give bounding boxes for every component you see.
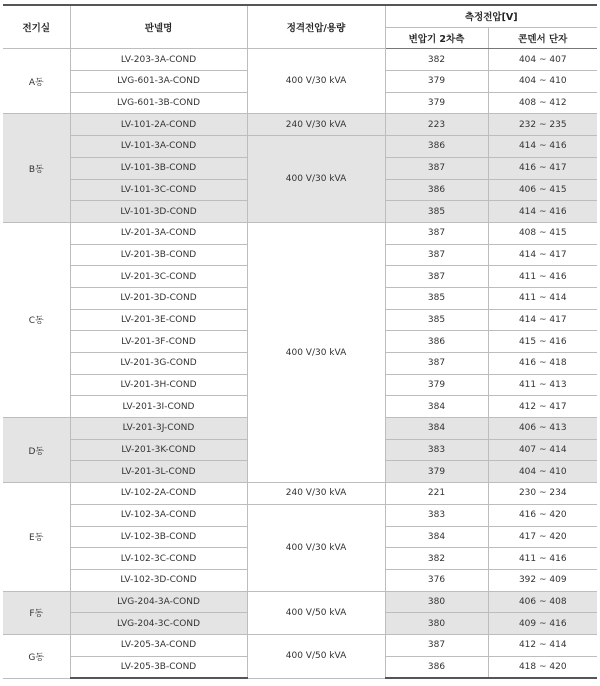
secondary-cell: 223 (385, 114, 488, 136)
panel-cell: LV-101-3B-COND (70, 157, 247, 179)
terminal-cell: 408 ~ 415 (488, 222, 597, 244)
header-secondary: 변압기 2차측 (385, 27, 488, 49)
terminal-cell: 406 ~ 413 (488, 418, 597, 440)
secondary-cell: 387 (385, 266, 488, 288)
panel-cell: LV-201-3K-COND (70, 439, 247, 461)
terminal-cell: 230 ~ 234 (488, 483, 597, 505)
secondary-cell: 380 (385, 613, 488, 635)
table-row (3, 114, 597, 136)
building-cell: F동 (3, 591, 70, 634)
panel-cell: LVG-601-3A-COND (70, 71, 247, 93)
secondary-cell: 387 (385, 353, 488, 375)
terminal-cell: 406 ~ 408 (488, 591, 597, 613)
panel-cell: LV-201-3C-COND (70, 266, 247, 288)
terminal-cell: 232 ~ 235 (488, 114, 597, 136)
table-row (3, 136, 597, 158)
terminal-cell: 414 ~ 417 (488, 309, 597, 331)
panel-cell: LV-201-3D-COND (70, 287, 247, 309)
secondary-cell: 386 (385, 136, 488, 158)
terminal-cell: 411 ~ 413 (488, 374, 597, 396)
panel-cell: LV-102-2A-COND (70, 483, 247, 505)
panel-cell: LV-201-3A-COND (70, 222, 247, 244)
rating-cell: 240 V/30 kVA (247, 114, 385, 136)
building-cell: D동 (3, 418, 70, 483)
table-row (3, 222, 597, 244)
header-rating: 정격전압/용량 (247, 5, 385, 49)
rating-cell: 400 V/30 kVA (247, 136, 385, 223)
table-row (3, 634, 597, 656)
panel-cell: LV-102-3A-COND (70, 504, 247, 526)
terminal-cell: 414 ~ 417 (488, 244, 597, 266)
terminal-cell: 411 ~ 416 (488, 266, 597, 288)
header-terminal: 콘덴서 단자 (488, 27, 597, 49)
secondary-cell: 382 (385, 548, 488, 570)
secondary-cell: 221 (385, 483, 488, 505)
secondary-cell: 379 (385, 92, 488, 114)
secondary-cell: 383 (385, 439, 488, 461)
rating-cell: 400 V/50 kVA (247, 634, 385, 678)
terminal-cell: 412 ~ 414 (488, 634, 597, 656)
terminal-cell: 415 ~ 416 (488, 331, 597, 353)
terminal-cell: 409 ~ 416 (488, 613, 597, 635)
rating-cell: 400 V/30 kVA (247, 504, 385, 591)
secondary-cell: 387 (385, 157, 488, 179)
rating-cell: 400 V/30 kVA (247, 49, 385, 114)
panel-cell: LV-102-3C-COND (70, 548, 247, 570)
secondary-cell: 385 (385, 309, 488, 331)
terminal-cell: 404 ~ 410 (488, 461, 597, 483)
terminal-cell: 392 ~ 409 (488, 569, 597, 591)
voltage-measurement-table (3, 4, 597, 679)
rating-cell: 400 V/30 kVA (247, 222, 385, 482)
building-cell: C동 (3, 222, 70, 417)
terminal-cell: 416 ~ 417 (488, 157, 597, 179)
building-cell: G동 (3, 634, 70, 678)
table-row (3, 591, 597, 613)
header-measured: 측정전압[V] (385, 5, 597, 27)
terminal-cell: 404 ~ 410 (488, 71, 597, 93)
panel-cell: LV-101-2A-COND (70, 114, 247, 136)
secondary-cell: 387 (385, 244, 488, 266)
building-cell: E동 (3, 483, 70, 591)
terminal-cell: 416 ~ 420 (488, 504, 597, 526)
panel-cell: LV-201-3L-COND (70, 461, 247, 483)
panel-cell: LV-201-3G-COND (70, 353, 247, 375)
panel-cell: LV-101-3A-COND (70, 136, 247, 158)
terminal-cell: 404 ~ 407 (488, 49, 597, 71)
terminal-cell: 416 ~ 418 (488, 353, 597, 375)
terminal-cell: 406 ~ 415 (488, 179, 597, 201)
terminal-cell: 414 ~ 416 (488, 136, 597, 158)
secondary-cell: 376 (385, 569, 488, 591)
secondary-cell: 385 (385, 201, 488, 223)
panel-cell: LV-201-3I-COND (70, 396, 247, 418)
secondary-cell: 380 (385, 591, 488, 613)
secondary-cell: 384 (385, 526, 488, 548)
building-cell: B동 (3, 114, 70, 222)
table-row (3, 49, 597, 71)
secondary-cell: 379 (385, 461, 488, 483)
terminal-cell: 418 ~ 420 (488, 656, 597, 678)
table-row (3, 504, 597, 526)
panel-cell: LV-205-3B-COND (70, 656, 247, 678)
terminal-cell: 417 ~ 420 (488, 526, 597, 548)
secondary-cell: 386 (385, 179, 488, 201)
secondary-cell: 387 (385, 634, 488, 656)
panel-cell: LV-101-3D-COND (70, 201, 247, 223)
terminal-cell: 411 ~ 416 (488, 548, 597, 570)
terminal-cell: 412 ~ 417 (488, 396, 597, 418)
panel-cell: LV-201-3H-COND (70, 374, 247, 396)
panel-cell: LV-201-3J-COND (70, 418, 247, 440)
header-panel: 판넬명 (70, 5, 247, 49)
panel-cell: LV-201-3F-COND (70, 331, 247, 353)
panel-cell: LV-101-3C-COND (70, 179, 247, 201)
panel-cell: LVG-204-3A-COND (70, 591, 247, 613)
terminal-cell: 411 ~ 414 (488, 287, 597, 309)
panel-cell: LV-102-3B-COND (70, 526, 247, 548)
panel-cell: LV-201-3E-COND (70, 309, 247, 331)
panel-cell: LV-201-3B-COND (70, 244, 247, 266)
header-room: 전기실 (3, 5, 70, 49)
secondary-cell: 386 (385, 331, 488, 353)
secondary-cell: 384 (385, 396, 488, 418)
table-row (3, 483, 597, 505)
panel-cell: LV-205-3A-COND (70, 634, 247, 656)
terminal-cell: 408 ~ 412 (488, 92, 597, 114)
panel-cell: LV-203-3A-COND (70, 49, 247, 71)
rating-cell: 400 V/50 kVA (247, 591, 385, 634)
secondary-cell: 379 (385, 71, 488, 93)
secondary-cell: 382 (385, 49, 488, 71)
secondary-cell: 384 (385, 418, 488, 440)
panel-cell: LVG-601-3B-COND (70, 92, 247, 114)
panel-cell: LVG-204-3C-COND (70, 613, 247, 635)
secondary-cell: 379 (385, 374, 488, 396)
secondary-cell: 385 (385, 287, 488, 309)
panel-cell: LV-102-3D-COND (70, 569, 247, 591)
building-cell: A동 (3, 49, 70, 114)
secondary-cell: 387 (385, 222, 488, 244)
secondary-cell: 383 (385, 504, 488, 526)
terminal-cell: 407 ~ 414 (488, 439, 597, 461)
rating-cell: 240 V/30 kVA (247, 483, 385, 505)
terminal-cell: 414 ~ 416 (488, 201, 597, 223)
secondary-cell: 386 (385, 656, 488, 678)
